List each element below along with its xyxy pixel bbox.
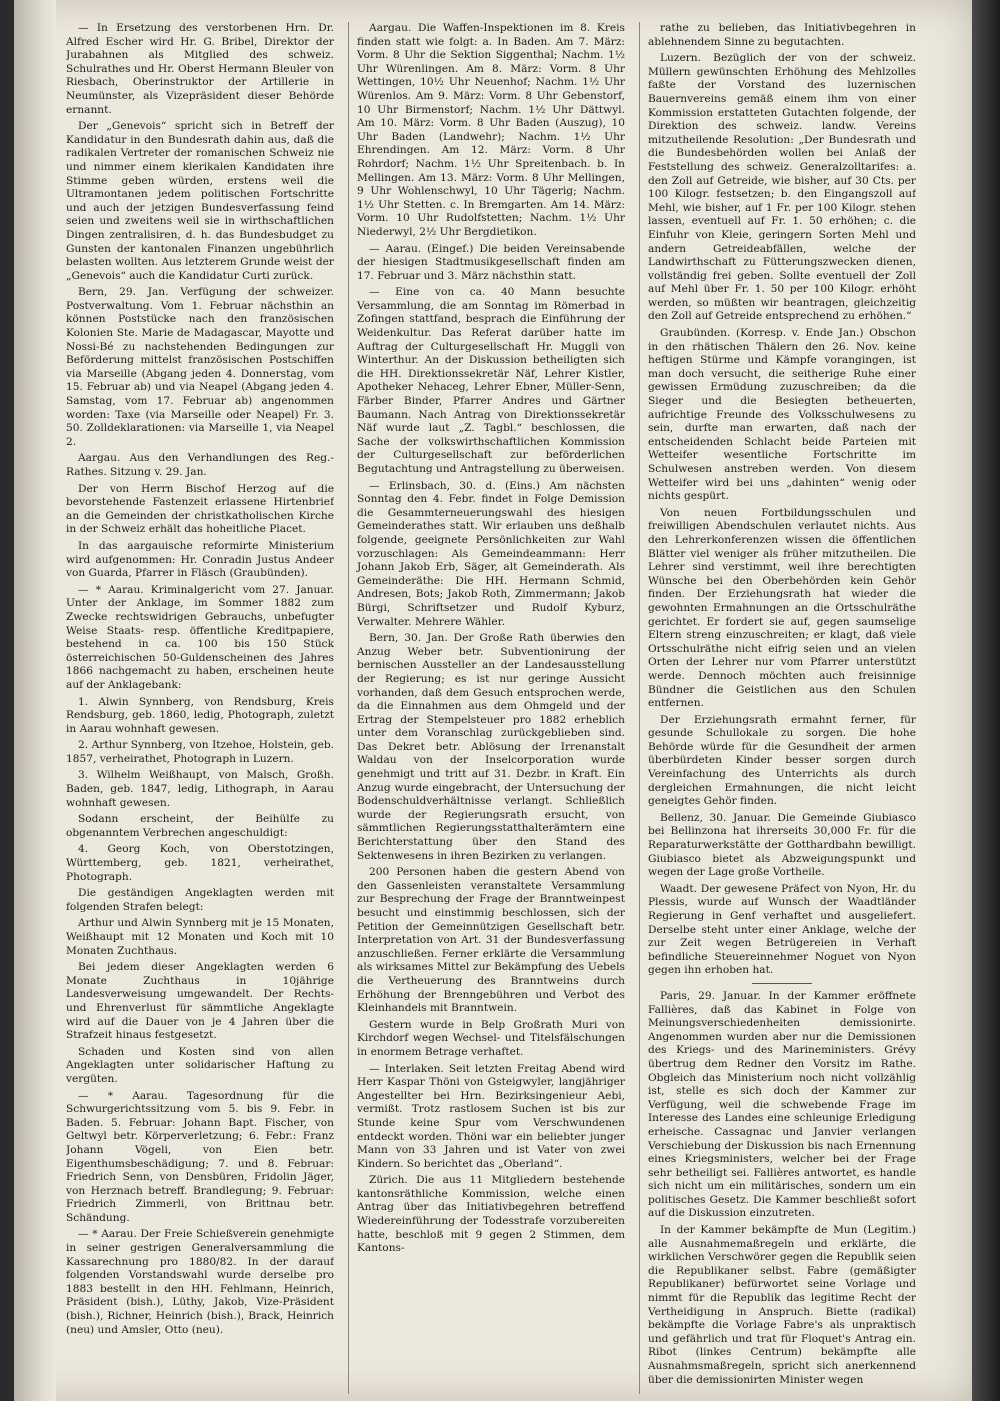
section-divider (752, 983, 812, 984)
article-paragraph: Aargau. Aus den Verhandlungen des Reg.-Rathes. Sitzung v. 29. Jan. (66, 452, 334, 478)
article-paragraph: — Aarau. (Eingef.) Die beiden Vereinsabende der hiesigen Stadtmusikgesellschaft finden am 17. Februar und 3. März nächsthin statt. (357, 242, 625, 282)
article-paragraph: — In Ersetzung des verstorbenen Hrn. Dr. Alfred Escher wird Hr. G. Bribel, Direktor der Jurabahnen als Mitglied des schweiz. Schulrathes und Hr. Oberst Hermann Bleuler von Riesbach, Oberinstruktor der Artillerie in Neumünster, als Vizepräsident dieser Behörde ernannt. (66, 22, 334, 116)
article-paragraph: Der „Genevois“ spricht sich in Betreff der Kandidatur in den Bundesrath dahin aus, daß die radikalen Vertreter der romanischen Schweiz nie und nimmer einem klerikalen Kandidaten ihre Stimme geben würden, erstens weil die Ultramontanen jedem politischen Fortschritte und auch der jetzigen Bundesverfassung feind seien und zweitens weil sie in wirthschaftlichen Dingen zentralisiren, d. h. das Bundesbudget zu Gunsten der kantonalen Finanzen ungebührlich belasten wollten. Aus letzterem Grunde weist der „Genevois“ auch die Kandidatur Curti zurück. (66, 120, 334, 282)
article-paragraph: — * Aarau. Tagesordnung für die Schwurgerichtssitzung vom 5. bis 9. Febr. in Baden. 5. Februar: Johann Bapt. Fischer, von Geltwyl betr. Körperverletzung; 6. Febr.: Franz Johann Vögeli, von Eien betr. Eigenthumsbeschädigung; 7. und 8. Februar: Friedrich Senn, von Densbüren, Fridolin Jäger, von Herznach betreff. Brandlegung; 9. Februar: Friedrich Zimmerli, von Brittnau betr. Schändung. (66, 1089, 334, 1224)
article-paragraph: — Erlinsbach, 30. d. (Eins.) Am nächsten Sonntag den 4. Febr. findet in Folge Demission die Gesammterneuerungswahl des hiesigen Gemeinderathes statt. Wir erlauben uns deßhalb folgende, geeignete Persönlichkeiten zur Wahl vorzuschlagen: Als Gemeindeammann: Herr Johann Jakob Erb, Säger, alt Gemeinderath. Als Gemeinderäthe: Die HH. Hermann Schmid, Andresen, Bots; Jakob Roth, Zimmermann; Jakob Bürgi, Schriftsetzer und Rudolf Kyburz, Verwalter. Mehrere Wähler. (357, 479, 625, 628)
text-columns (66, 22, 916, 1394)
article-paragraph: Waadt. Der gewesene Präfect von Nyon, Hr. du Plessis, wurde auf Wunsch der Waadtländer Regierung in Genf verhaftet und ausgeliefert. Derselbe steht unter einer Anklage, welche der zur Zeit wegen Betrügereien in Verhaft befindliche Steuereinnehmer Noguet von Nyon gegen ihn erhoben hat. (648, 882, 916, 977)
article-paragraph: Von neuen Fortbildungsschulen und freiwilligen Abendschulen verlautet nichts. Aus den Lehrerkonferenzen wissen die öffentlichen Blätter viel weniger als früher mitzutheilen. Die Lehrer sind verstimmt, weil ihre berechtigten Wünsche bei den Oberbehörden kein Gehör finden. Der Erziehungsrath hat wieder die gewohnten Ermahnungen an die Ortsschulräthe gerichtet. Er fordert sie auf, gegen saumselige Eltern streng einzuschreiten; er klagt, daß viele Ortsschulräthe nicht eifrig seien und an vielen Orten der Lehrer nur vom Pfarrer unterstützt werde. Dennoch möchten auch freisinnige Bündner die Geistlichen aus den Schulen entfernen. (648, 506, 916, 710)
article-paragraph: In der Kammer bekämpfte de Mun (Legitim.) alle Ausnahmemaßregeln und erklärte, die wirklichen Verschwörer gegen die Republik seien die Republikaner selbst. Fabre (gemäßigter Republikaner) befürwortet seine Vorlage und nimmt für die Republik das legitime Recht der Vertheidigung in Anspruch. Biette (radikal) bekämpfte die Vorlage Fabre's als unpraktisch und gefährlich und trat für Floquet's Antrag ein. Ribot (linkes Centrum) bekämpfte alle Ausnahmsmaßregeln, spricht sich anerkennend über die demissionirten Minister wegen (648, 1224, 916, 1386)
article-paragraph: 4. Georg Koch, von Oberstotzingen, Württemberg, geb. 1821, verheirathet, Photograph. (66, 843, 334, 883)
article-paragraph: — Eine von ca. 40 Mann besuchte Versammlung, die am Sonntag im Römerbad in Zofingen stattfand, besprach die Einführung der Weidenkultur. Das Referat darüber hatte im Auftrag der Culturgesellschaft Hr. Muggli von Winterthur. An der Diskussion betheiligten sich die HH. Direktionssekretär Näf, Lehrer Kistler, Apotheker Nehaceg, Lehrer Ebner, Müller-Senn, Färber Binder, Pfarrer Andres und Gärtner Baumann. Nach Antrag von Direktionssekretär Näf wurde laut „Z. Tagbl.“ beschlossen, die Sache der volkswirthschaftlichen Kommission der Culturgesellschaft zur beförderlichen Begutachtung und Antragstellung zu überweisen. (357, 286, 625, 475)
article-paragraph: Paris, 29. Januar. In der Kammer eröffnete Fallières, daß das Kabinet in Folge von Meinungsverschiedenheiten demissionirte. Angenommen wurden aber nur die Demissionen des Kriegs- und des Marineministers. Grévy übertrug dem Redner den Vorsitz im Rathe. Obgleich das Ministerium noch nicht vollzählig ist, stelle es sich doch der Kammer zur Verfügung, weil die schwebende Frage im Interesse des Landes eine schleunige Erledigung erheische. Cassagnac und Janvier verlangen Verschiebung der Diskussion bis nach Ernennung eines Kriegsministers, welcher bei der Frage sehr betheiligt sei. Fallières antwortet, es handle sich nicht um ein militärisches, sondern um ein politisches Gesetz. Die Kammer beschließt sofort auf die Diskussion einzutreten. (648, 989, 916, 1220)
column-left (66, 22, 334, 1394)
article-paragraph: In das aargauische reformirte Ministerium wird aufgenommen: Hr. Conradin Justus Andeer von Guarda, Pfarrer in Fläsch (Graubünden). (66, 539, 334, 580)
article-paragraph: Bellenz, 30. Januar. Die Gemeinde Giubiasco bei Bellinzona hat ihrerseits 30,000 Fr. für die Reparaturwerkstätte der Gotthardbahn bewilligt. Giubiasco bietet als Abzweigungspunkt und wegen der Lage große Vortheile. (648, 811, 916, 879)
article-paragraph: Arthur und Alwin Synnberg mit je 15 Monaten, Weißhaupt mit 12 Monaten und Koch mit 10 Monaten Zuchthaus. (66, 917, 334, 957)
article-paragraph: Luzern. Bezüglich der von der schweiz. Müllern gewünschten Erhöhung des Mehlzolles faßte der Vorstand des luzernischen Bauernvereins gemäß einem ihm von einer Kommission erstatteten Gutachten folgende, der Direktion des schweiz. landw. Vereins mitzutheilende Resolution: „Der Bundesrath und die Bundesbehörden wollen bei Anlaß der Feststellung des schweiz. Generalzolltarifes: a. den Zoll auf Getreide, wie bisher, auf 30 Cts. per 100 Kilogr. festsetzen; b. den Eingangszoll auf Mehl, wie bisher, auf 1 Fr. per 100 Kilogr. stehen lassen, eventuell auf Fr. 1. 50 erhöhen; c. die Einfuhr von Kleie, geringern Sorten Mehl und andern Getreideabfällen, welche der Landwirthschaft zu Fütterungszwecken dienen, vollständig frei geben. Sollte eventuell der Zoll auf Mehl über Fr. 1. 50 per 100 Kilogr. erhöht werden, so müßten wir beantragen, gleichzeitig den Zoll auf Getreide entsprechend zu erhöhen.“ (648, 52, 916, 323)
article-paragraph: Die geständigen Angeklagten werden mit folgenden Strafen belegt: (66, 887, 334, 913)
scan-border (972, 0, 1000, 1401)
column-middle (348, 22, 625, 1394)
article-paragraph: Der Erziehungsrath ermahnt ferner, für gesunde Schullokale zu sorgen. Die hohe Behörde würde für die Gesundheit der armen überbürdeten Kinder besser sorgen durch Vereinfachung des Unterrichts als durch dergleichen Ermahnungen, die nicht leicht geneigtes Gehör finden. (648, 713, 916, 808)
article-paragraph: Bern, 30. Jan. Der Große Rath überwies den Anzug Weber betr. Subventionirung der bernischen Aussteller an der Landesausstellung der Regierung; es ist nur geringe Aussicht vorhanden, daß dem Gesuch entsprochen werde, da die Einnahmen aus dem Ohmgeld und der Ertrag der Stempelsteuer pro 1882 erheblich unter dem Voranschlag zurückgeblieben sind. Das Dekret betr. Ablösung der Irrenanstalt Waldau von der Inselcorporation wurde genehmigt und tritt auf 31. Dezbr. in Kraft. Ein Anzug wurde eingebracht, der Untersuchung der Bodenschuldverhältnisse verlangt. Schließlich wurde der Regierungsrath ersucht, von sämmtlichen Regierungsstatthalterämtern eine Berichterstattung über den Stand des Sektenwesens in ihren Bezirken zu verlangen. (357, 632, 625, 862)
article-paragraph: Graubünden. (Korresp. v. Ende Jan.) Obschon in den rhätischen Thälern den 26. Nov. keine heftigen Stürme und Kämpfe vorangingen, ist man doch versucht, die seitherige Ruhe einer gewissen Ermüdung zuzuschreiben; da die Sieger und die Besiegten betheuerten, aufrichtige Freunde des Volksschulwesens zu sein, durfte man erwarten, daß nach der entscheidenden Schlacht beide Parteien mit Wetteifer wesentliche Fortschritte im Schulwesen anstreben werden. Von diesem Wetteifer wird bei uns „dahinten“ wenig oder nichts gespürt. (648, 327, 916, 503)
article-paragraph: Bei jedem dieser Angeklagten werden 6 Monate Zuchthaus in 10jährige Landesverweisung umgewandelt. Der Rechts- und Ehrenverlust für sämmtliche Angeklagte wird auf die Dauer von je 4 Jahren über die Strafzeit hinaus festgesetzt. (66, 961, 334, 1042)
article-paragraph: 3. Wilhelm Weißhaupt, von Malsch, Großh. Baden, geb. 1847, ledig, Lithograph, in Aarau wohnhaft gewesen. (66, 769, 334, 809)
article-paragraph: 2. Arthur Synnberg, von Itzehoe, Holstein, geb. 1857, verheirathet, Photograph in Luzern. (66, 739, 334, 765)
article-paragraph: Gestern wurde in Belp Großrath Muri von Kirchdorf wegen Wechsel- und Titelsfälschungen in enormem Betrage verhaftet. (357, 1018, 625, 1058)
article-paragraph: Schaden und Kosten sind von allen Angeklagten unter solidarischer Haftung zu vergüten. (66, 1045, 334, 1085)
article-paragraph: — * Aarau. Der Freie Schießverein genehmigte in seiner gestrigen Generalversammlung die Kassarechnung pro 1880/82. In der darauf folgenden Vorstandswahl wurde derselbe pro 1883 bestellt in den HH. Fehlmann, Heinrich, Präsident (bish.), Lüthy, Jakob, Vize-Präsident (bish.), Richner, Heinrich (bish.), Brack, Heinrich (neu) und Amsler, Otto (neu). (66, 1228, 334, 1336)
article-paragraph: Zürich. Die aus 11 Mitgliedern bestehende kantonsräthliche Kommission, welche einen Antrag über das Initiativbegehren betreffend Wiedereinführung der Todesstrafe vorzubereiten hatte, beschloß mit 9 gegen 2 Stimmen, dem Kantons- (357, 1174, 625, 1255)
article-paragraph: — * Aarau. Kriminalgericht vom 27. Januar. Unter der Anklage, im Sommer 1882 zum Zwecke rechtswidrigen Gebrauchs, unbefugter Weise Staats- resp. öffentliche Kreditpapiere, bestehend in ca. 100 bis 150 Stück österreichischen 50-Guldenscheinen des Jahres 1866 nachgemacht zu haben, erscheinen heute auf der Anklagebank: (66, 583, 334, 691)
article-paragraph: — Interlaken. Seit letzten Freitag Abend wird Herr Kaspar Thöni von Gsteigwyler, langjähriger Angestellter bei Hrn. Bezirksingenieur Aebi, vermißt. Trotz rastlosem Suchen ist bis zur Stunde keine Spur vom Verschwundenen entdeckt worden. Thöni war ein beliebter junger Mann von 33 Jahren und ist Vater von zwei Kindern. So berichtet das „Oberland“. (357, 1062, 625, 1170)
page-gutter-shadow (14, 0, 56, 1401)
article-paragraph: Der von Herrn Bischof Herzog auf die bevorstehende Fastenzeit erlassene Hirtenbrief an die Gemeinden der christkatholischen Kirche in der Schweiz erhält das hoheitliche Placet. (66, 482, 334, 536)
column-right (639, 22, 916, 1394)
article-paragraph: Sodann erscheint, der Beihülfe zu obgenanntem Verbrechen angeschuldigt: (66, 813, 334, 839)
article-paragraph: 200 Personen haben die gestern Abend von den Gassenleisten veranstaltete Versammlung zur Besprechung der Frage der Branntweinpest besucht und einstimmig beschlossen, sich der Petition der Gemeinnützigen Gesellschaft betr. Interpretation von Art. 31 der Bundesverfassung anzuschließen. Ferner erklärte die Versammlung als wirksames Mittel zur Bekämpfung des Uebels die Vertheuerung des Branntweins durch Erhöhung der Brenngebühren und Verbot des Kleinhandels mit Branntwein. (357, 866, 625, 1015)
article-paragraph: rathe zu belieben, das Initiativbegehren in ablehnendem Sinne zu begutachten. (648, 22, 916, 48)
article-paragraph: Aargau. Die Waffen-Inspektionen im 8. Kreis finden statt wie folgt: a. In Baden. Am 7. März: Vorm. 8 Uhr die Sektion Siggenthal; Nachm. 1½ Uhr Würenlingen. Am 8. März: Vorm. 8 Uhr Wettingen, 10½ Uhr Neuenhof; Nachm. 1½ Uhr Würenlos. Am 9. März: Vorm. 8 Uhr Gebenstorf, 10 Uhr Birmenstorf; Nachm. 1½ Uhr Dättwyl. Am 10. März: Vorm. 8 Uhr Baden (Auszug), 10 Uhr Baden (Landwehr); Nachm. 1½ Uhr Ehrendingen. Am 12. März: Vorm. 8 Uhr Rohrdorf; Nachm. 1½ Uhr Spreitenbach. b. In Mellingen. Am 13. März: Vorm. 8 Uhr Mellingen, 9 Uhr Wohlenschwyl, 10 Uhr Tägerig; Nachm. 1½ Uhr Stetten. c. In Bremgarten. Am 14. März: Vorm. 10 Uhr Rudolfstetten; Nachm. 1½ Uhr Niederwyl, 2½ Uhr Bergdietikon. (357, 22, 625, 238)
article-paragraph: Bern, 29. Jan. Verfügung der schweizer. Postverwaltung. Vom 1. Februar nächsthin an können Poststücke nach den französischen Kolonien Ste. Marie de Madagascar, Mayotte und Nossi-Bé zu nachstehenden Bedingungen zur Beförderung mittelst französischen Postschiffen via Marseille (Abgang jeden 4. Donnerstag, vom 15. Februar ab) und via Neapel (Abgang jeden 4. Samstag, vom 17. Februar ab) angenommen worden: Taxe (via Marseille oder Neapel) Fr. 3. 50. Zolldeklarationen: via Marseille 1, via Neapel 2. (66, 286, 334, 448)
article-paragraph: 1. Alwin Synnberg, von Rendsburg, Kreis Rendsburg, geb. 1860, ledig, Photograph, zuletzt in Aarau wohnhaft gewesen. (66, 695, 334, 735)
